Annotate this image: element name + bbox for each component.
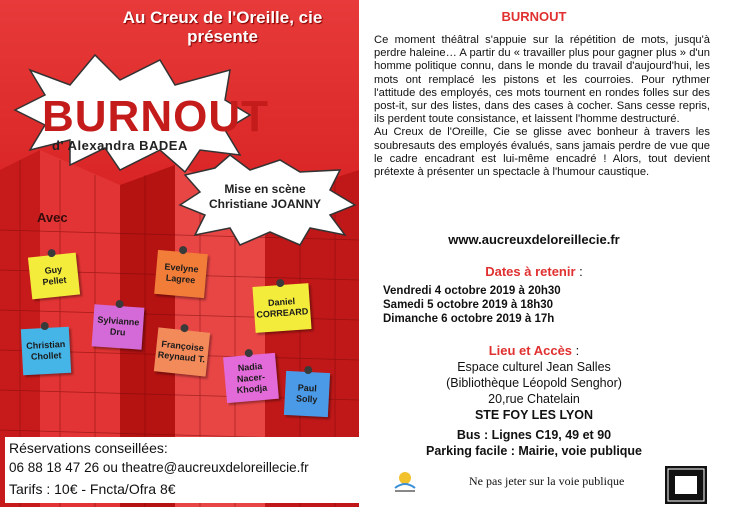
pin-icon xyxy=(47,249,56,258)
info-panel xyxy=(359,0,739,507)
fncta-logo xyxy=(665,466,707,504)
cast-note: Evelyne Lagree xyxy=(154,250,208,298)
cast-note: Guy Pellet xyxy=(28,253,80,300)
venue-line: Espace culturel Jean Salles xyxy=(457,360,611,374)
cast-note: Sylvianne Dru xyxy=(92,304,145,349)
bus-info: Bus : Lignes C19, 49 et 90 xyxy=(456,428,612,442)
poster xyxy=(0,0,359,507)
footer-note: Ne pas jeter sur la voie publique xyxy=(469,474,625,488)
info-heading: BURNOUT xyxy=(501,9,567,24)
reservations-contact: 06 88 18 47 26 ou theatre@aucreuxdeloreillecie.fr xyxy=(9,460,309,475)
director-credit: Mise en scène Christiane JOANNY xyxy=(208,182,322,211)
venue-line: 20,rue Chatelain xyxy=(488,392,580,406)
dates-heading: Dates à retenir : xyxy=(485,264,583,279)
pin-icon xyxy=(244,349,253,358)
pin-icon xyxy=(40,322,48,330)
city-logo-icon xyxy=(391,468,419,494)
cast-note: Françoise Reynaud T. xyxy=(154,327,210,376)
date-item: Dimanche 6 octobre 2019 à 17h xyxy=(383,313,555,325)
pin-icon xyxy=(276,279,285,288)
date-item: Samedi 5 octobre 2019 à 18h30 xyxy=(383,299,554,311)
parking-info: Parking facile : Mairie, voie publique xyxy=(425,444,643,458)
description-paragraph: Au Creux de l'Oreille, Cie se glisse avec bonheur à travers les soubresauts des employés évalués, sans jamais perdre de vue que le cadre encadrant est lui-même encadré ! Alors, tout devient prétexte à présenter un spectacle à l'humour caustique. xyxy=(374,126,710,179)
cast-note: Christian Chollet xyxy=(21,327,71,375)
cast-note: Nadia Nacer-Khodja xyxy=(223,353,279,403)
reservations-label: Réservations conseillées: xyxy=(9,440,168,456)
fncta-logo-icon xyxy=(665,466,707,504)
cast-label: Avec xyxy=(37,210,68,225)
author: d' Alexandra BADEA xyxy=(52,138,188,153)
website-link[interactable]: www.aucreuxdeloreillecie.fr xyxy=(448,232,620,247)
poster-title: BURNOUT xyxy=(42,92,269,141)
date-item: Vendredi 4 octobre 2019 à 20h30 xyxy=(383,285,561,297)
description xyxy=(374,34,710,179)
venue-line: (Bibliothèque Léopold Senghor) xyxy=(446,376,622,390)
pin-icon xyxy=(115,300,124,309)
pin-icon xyxy=(179,246,188,255)
company-name: Au Creux de l'Oreille, cie présente xyxy=(122,8,323,46)
tarifs: Tarifs : 10€ - Fncta/Ofra 8€ xyxy=(9,481,176,497)
city: STE FOY LES LYON xyxy=(474,408,594,422)
pin-icon xyxy=(304,366,312,374)
venue-heading: Lieu et Accès : xyxy=(488,343,580,358)
cast-note: Paul Solly xyxy=(284,371,330,417)
description-paragraph: Ce moment théâtral s'appuie sur la répétition de mots, jusqu'à perdre haleine… A partir du « travailler plus pour gagner plus » d'un homme politique connu, dans le monde du travail d'aujourd'hui, les mots ont remplacé les pistons et les courroies. Pour rythmer l'attitude des employés, ces mots tournent en rondes folles sur des post-it, sur des listes, dans des cases à cocher. Sans cesse repris, ils perdent toute consistance, et laissent l'homme destructuré. xyxy=(374,34,710,126)
pin-icon xyxy=(180,324,189,333)
cast-note: Daniel CORREARD xyxy=(252,283,311,333)
reservations-box xyxy=(5,437,359,503)
